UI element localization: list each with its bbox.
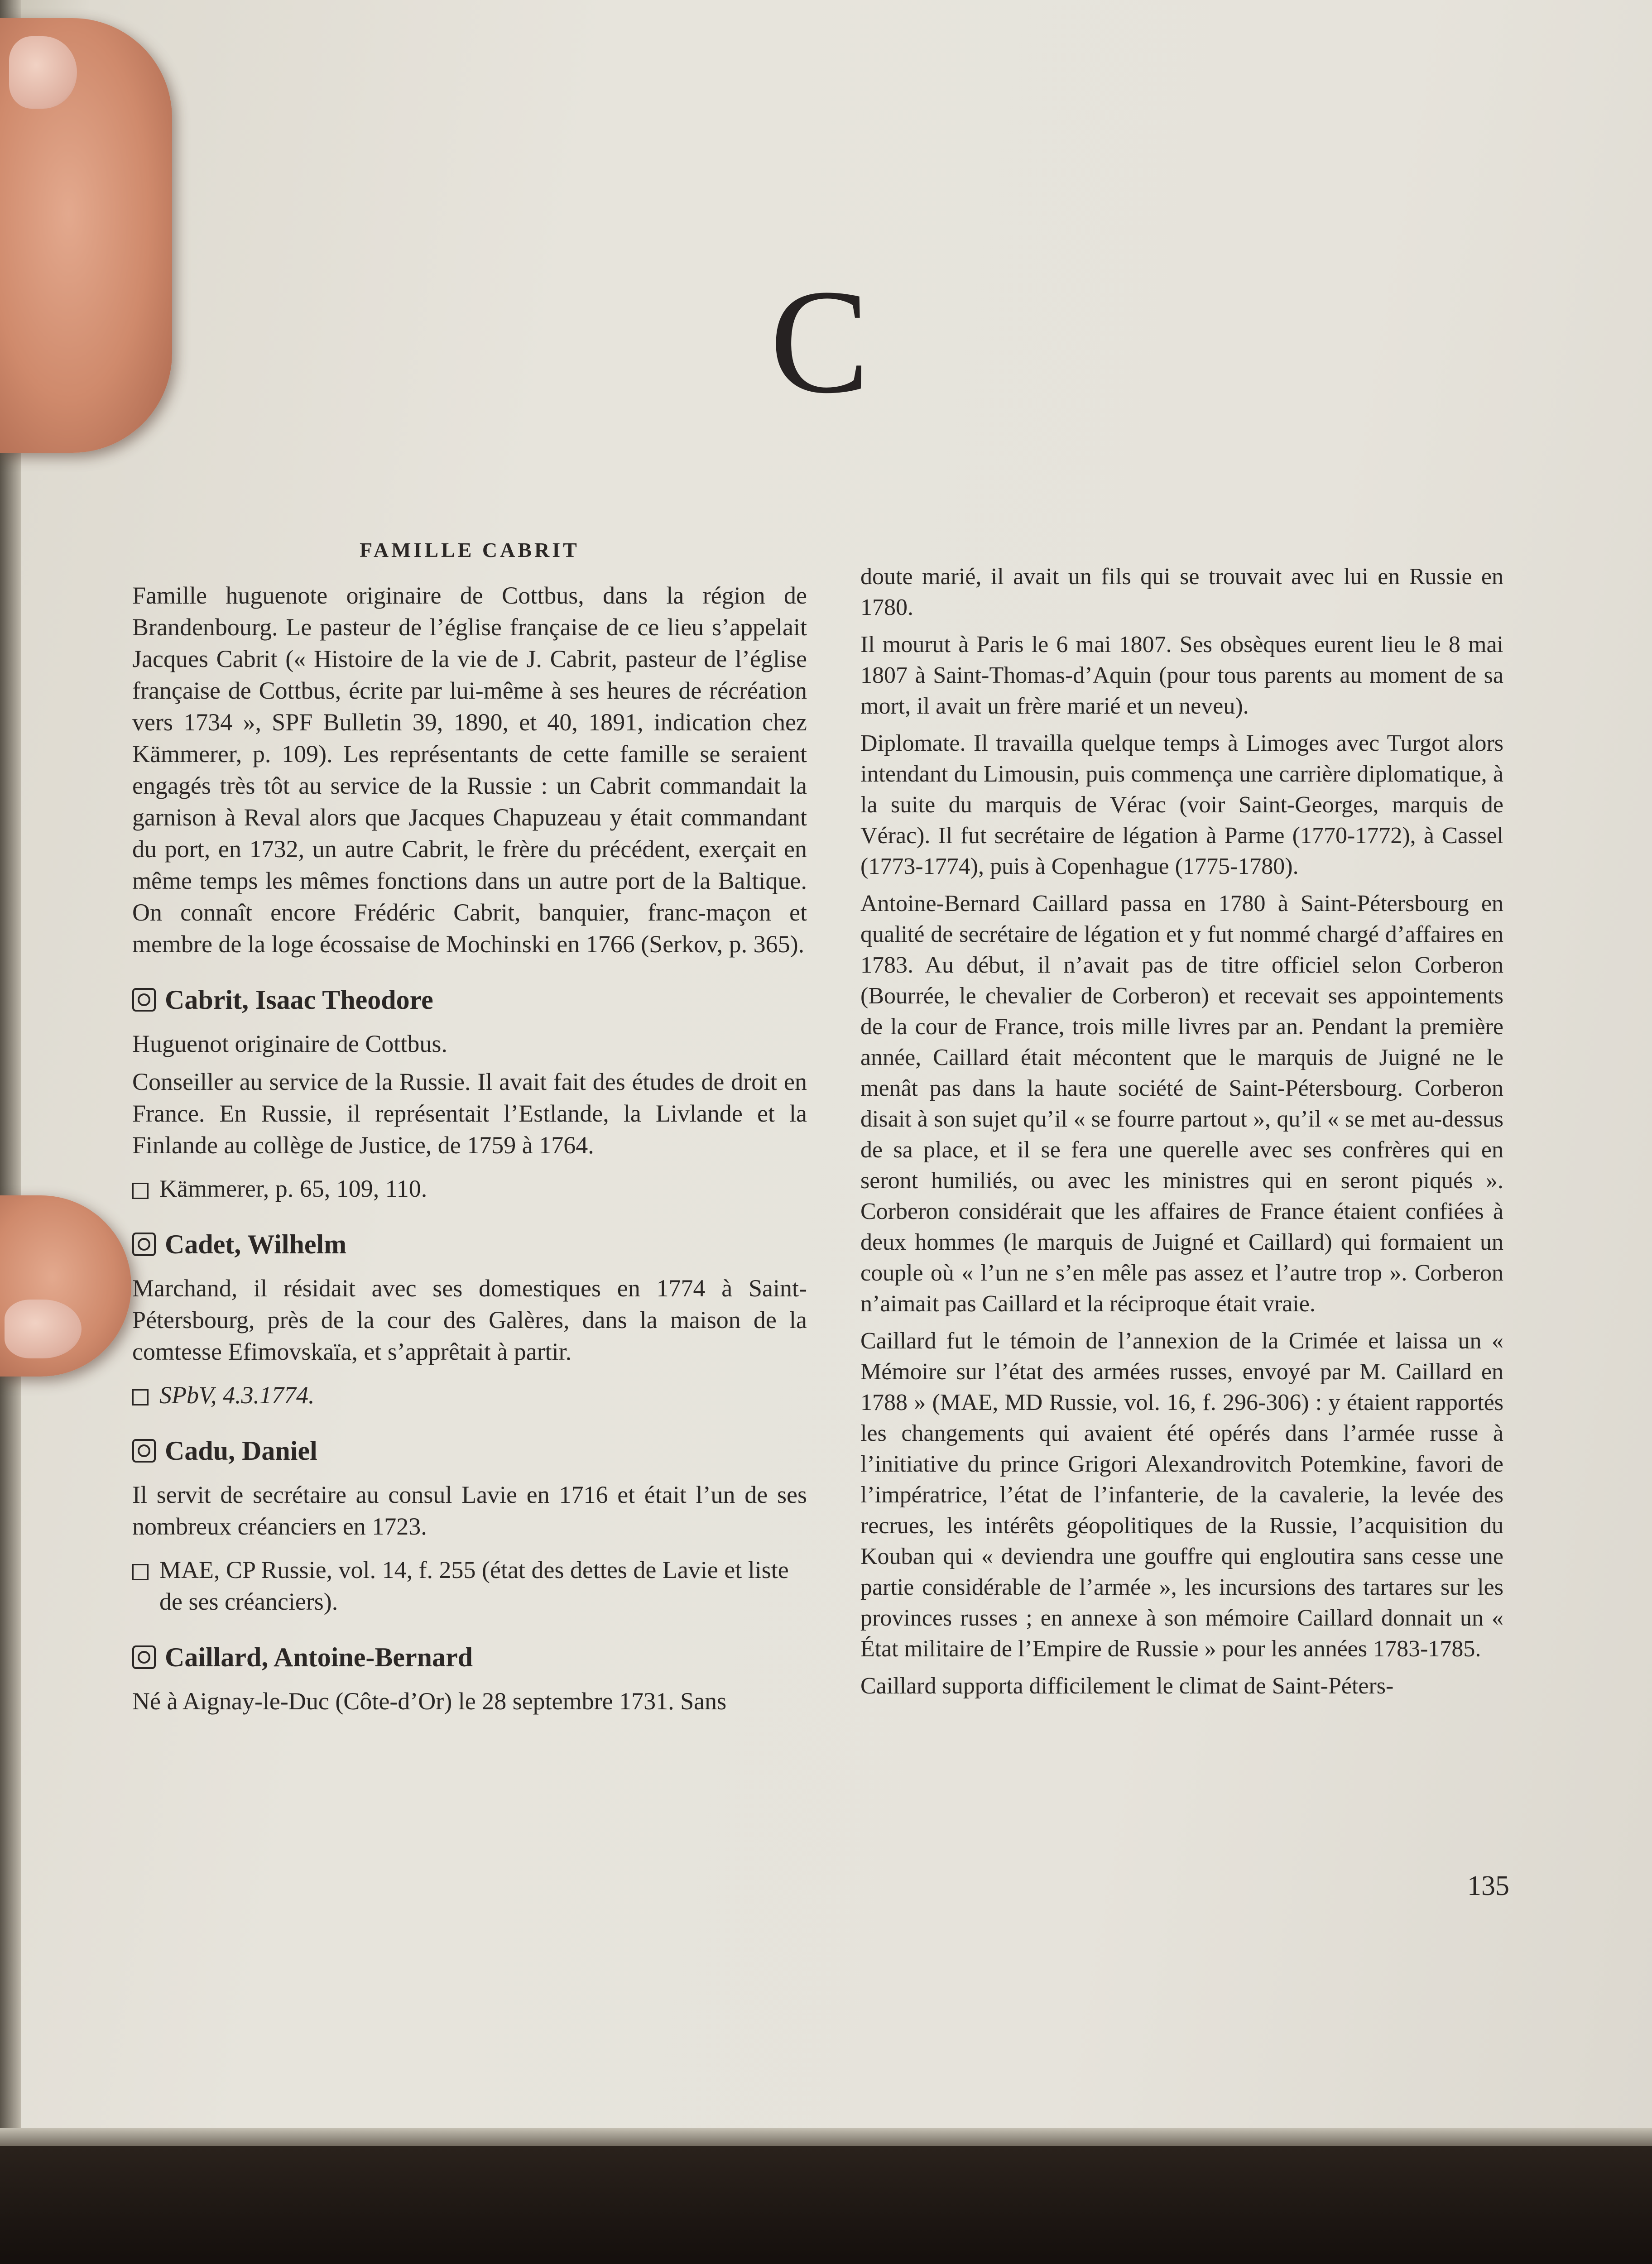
page-number: 135 bbox=[1467, 1871, 1509, 1901]
entry-paragraph: Huguenot originaire de Cottbus. bbox=[132, 1030, 447, 1057]
dark-background bbox=[0, 2146, 1652, 2264]
entry-name: Cadet, Wilhelm bbox=[165, 1229, 347, 1259]
entry-paragraph: Marchand, il résidait avec ses domestiques en 1774 à Saint-Pétersbourg, près de la cour des Galères, dans la maison de la comtesse Efimovskaïa, et s’apprêtait à partir. bbox=[132, 1275, 807, 1365]
fleuron-icon bbox=[132, 1439, 156, 1463]
right-paragraph: doute marié, il avait un fils qui se trouvait avec lui en Russie en 1780. bbox=[860, 564, 1503, 620]
left-column bbox=[132, 534, 807, 1723]
source-text: Kämmerer, p. 65, 109, 110. bbox=[159, 1175, 427, 1202]
entry-heading bbox=[132, 1639, 807, 1675]
right-paragraph: Diplomate. Il travailla quelque temps à Limoges avec Turgot alors intendant du Limousin, puis commença une carrière diplomatique, à la suite du marquis de Vérac (voir Saint-Georges, marquis de Vérac). Il fut secrétaire de légation à Parme (1770-1772), à Cassel (1773-1774), puis à Copenhague (1775-1780). bbox=[860, 730, 1503, 879]
right-paragraph: Il mourut à Paris le 6 mai 1807. Ses obsèques eurent lieu le 8 mai 1807 à Saint-Thomas-d’Aquin (pour tous parents au moment de sa mort, il avait un frère marié et un neveu). bbox=[860, 632, 1503, 719]
thumb-top bbox=[0, 18, 172, 453]
finger-nail bbox=[5, 1300, 82, 1358]
source-text: SPbV, 4.3.1774. bbox=[159, 1381, 315, 1409]
source-box-icon bbox=[132, 1389, 149, 1405]
entry-heading bbox=[132, 1226, 807, 1262]
source-reference bbox=[132, 1173, 807, 1204]
entry-name: Cadu, Daniel bbox=[165, 1436, 317, 1466]
right-column bbox=[860, 561, 1503, 1708]
entry-name: Cabrit, Isaac Theodore bbox=[165, 985, 433, 1015]
entry-cadu bbox=[132, 1433, 807, 1617]
source-reference bbox=[132, 1379, 807, 1411]
famille-paragraph: Famille huguenote originaire de Cottbus, dans la région de Brandenbourg. Le pasteur de l’église française de ce lieu s’appelait Jacques Cabrit (« Histoire de la vie de J. Cabrit, pasteur de l’église française de Cottbus, écrite par lui-même à ses heures de récréation vers 1734 », SPF Bulletin 39, 1890, et 40, 1891, indication chez Kämmerer, p. 109). Les représentants de cette famille se seraient engagés très tôt au service de la Russie : un Cabrit commandait la garnison à Reval alors que Jacques Chapuzeau y était commandant du port, en 1732, un autre Cabrit, le frère du précédent, exerçait en même temps les mêmes fonctions dans un autre port de la Baltique. On connaît encore Frédéric Cabrit, banquier, franc-maçon et membre de la loge écossaise de Mochinski en 1766 (Serkov, p. 365). bbox=[132, 582, 807, 958]
section-title: FAMILLE CABRIT bbox=[360, 538, 580, 561]
source-box-icon bbox=[132, 1564, 149, 1580]
right-paragraph: Antoine-Bernard Caillard passa en 1780 à Saint-Pétersbourg en qualité de secrétaire de légation et y fut nommé chargé d’affaires en 1783. Au début, il n’avait pas de titre officiel selon Corberon (Bourrée, le chevalier de Corberon) et recevait ses appointements de la cour de France, trois mille livres par an. Pendant la première année, Caillard était mécontent que le marquis de Juigné ne le menât pas dans la haute société de Saint-Pétersbourg. Corberon disait à son sujet qu’il « se fourre partout », qu’il « se met au-dessus de sa place, et il se fera une querelle avec ses confrères qui en seront humiliés, ou avec les ministres qui en seront piqués ». Corberon considérait que les affaires de France étaient confiées à deux hommes (le marquis de Juigné et Caillard) qui formaient un couple où « l’un ne s’en mêle pas assez et l’autre trop ». Corberon n’aimait pas Caillard et la réciproque était vraie. bbox=[860, 891, 1503, 1317]
entry-paragraph: Conseiller au service de la Russie. Il avait fait des études de droit en France. En Russie, il représentait l’Estlande, la Livlande et la Finlande au collège de Justice, de 1759 à 1764. bbox=[132, 1068, 807, 1159]
entry-heading bbox=[132, 1433, 807, 1469]
entry-paragraph: Né à Aignay-le-Duc (Côte-d’Or) le 28 septembre 1731. Sans bbox=[132, 1688, 727, 1715]
entry-paragraph: Il servit de secrétaire au consul Lavie en 1716 et était l’un de ses nombreux créanciers en 1723. bbox=[132, 1481, 807, 1540]
section-letter-heading: C bbox=[769, 259, 870, 424]
thumb-nail bbox=[9, 36, 77, 109]
entry-cadet bbox=[132, 1226, 807, 1411]
source-text: MAE, CP Russie, vol. 14, f. 255 (état des dettes de Lavie et liste de ses créanciers). bbox=[159, 1556, 789, 1615]
source-reference bbox=[132, 1554, 807, 1617]
entry-cabrit bbox=[132, 982, 807, 1204]
entry-name: Caillard, Antoine-Bernard bbox=[165, 1642, 473, 1672]
fleuron-icon bbox=[132, 988, 156, 1012]
right-paragraph: Caillard fut le témoin de l’annexion de la Crimée et laissa un « Mémoire sur l’état des armées russes, envoyé par M. Caillard en 1788 » (MAE, MD Russie, vol. 16, f. 296-306) : y étaient rapportés les changements qui avaient été opérés dans l’armée russe à l’initiative du prince Grigori Alexandrovitch Potemkine, favori de l’impératrice, l’état de l’infanterie, de la cavalerie, la levée des recrues, les intérêts géopolitiques de la Russie, l’acquisition du Kouban qui « deviendra une gouffre qui engloutira sans cesse une partie considérable de l’armée », les incursions des tartares sur les provinces russes ; en annexe à son mémoire Caillard donnait un « État militaire de l’Empire de Russie » pour les années 1783-1785. bbox=[860, 1328, 1503, 1662]
entry-caillard bbox=[132, 1639, 807, 1717]
source-box-icon bbox=[132, 1183, 149, 1199]
right-paragraph: Caillard supporta difficilement le climat de Saint-Péters- bbox=[860, 1673, 1394, 1699]
fleuron-icon bbox=[132, 1645, 156, 1669]
fleuron-icon bbox=[132, 1233, 156, 1256]
entry-heading bbox=[132, 982, 807, 1018]
